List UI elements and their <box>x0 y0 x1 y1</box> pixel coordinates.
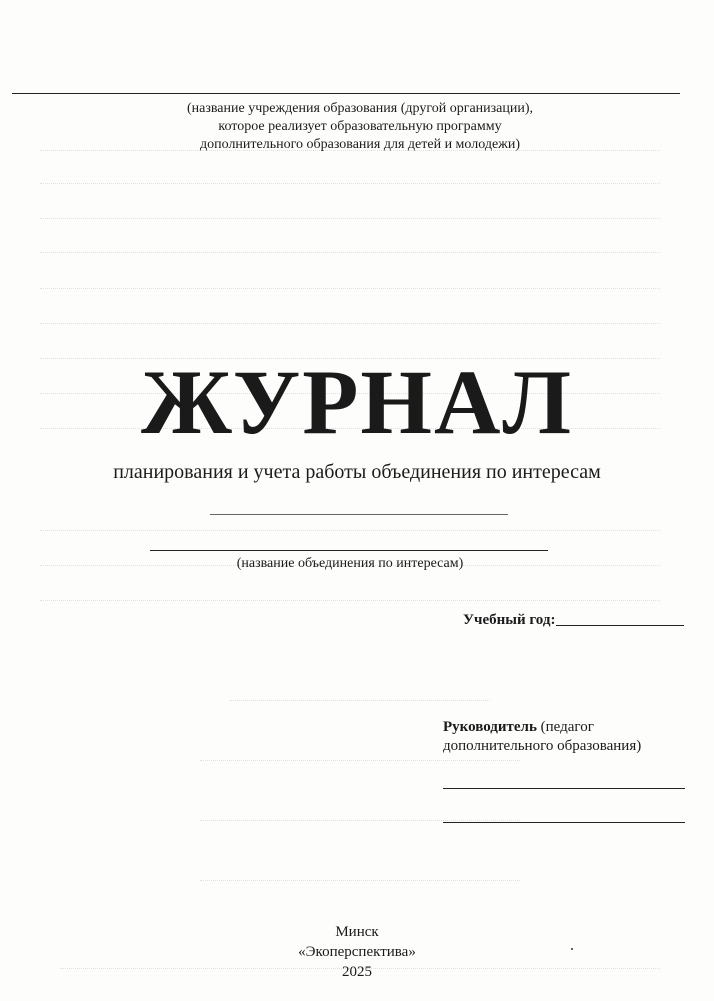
supervisor-name-line-2[interactable] <box>443 822 685 823</box>
institution-name-line[interactable] <box>12 93 680 94</box>
institution-caption-line-2: которое реализует образовательную программу <box>218 119 502 134</box>
publisher-year: 2025 <box>342 964 372 980</box>
supervisor-label-line-1 <box>443 718 693 737</box>
association-name-line-1[interactable] <box>210 514 508 515</box>
supervisor-name-line-1[interactable] <box>443 788 685 789</box>
journal-subtitle: планирования и учета работы объединения по интересам <box>113 461 601 483</box>
institution-caption-line-3: дополнительного образования для детей и молодежи) <box>200 137 520 152</box>
supervisor-label-line-2: дополнительного образования) <box>443 738 642 754</box>
institution-caption-line-1: (название учреждения образования (другой организации), <box>186 101 534 116</box>
publisher-name: «Экоперспектива» <box>298 944 416 960</box>
journal-title: ЖУРНАЛ <box>141 351 573 453</box>
school-year-label: Учебный год: <box>463 612 556 628</box>
association-caption: (название объединения по интересам) <box>236 556 464 571</box>
school-year-input-line[interactable] <box>556 625 684 626</box>
print-speck <box>571 948 573 950</box>
supervisor-label-bold: Руководитель <box>443 719 537 735</box>
supervisor-block <box>443 718 693 756</box>
publisher-block <box>250 922 464 982</box>
institution-caption <box>120 100 600 154</box>
association-name-line-2[interactable] <box>150 550 548 551</box>
publisher-city: Минск <box>335 924 379 940</box>
supervisor-label-rest: (педагог <box>536 719 594 735</box>
